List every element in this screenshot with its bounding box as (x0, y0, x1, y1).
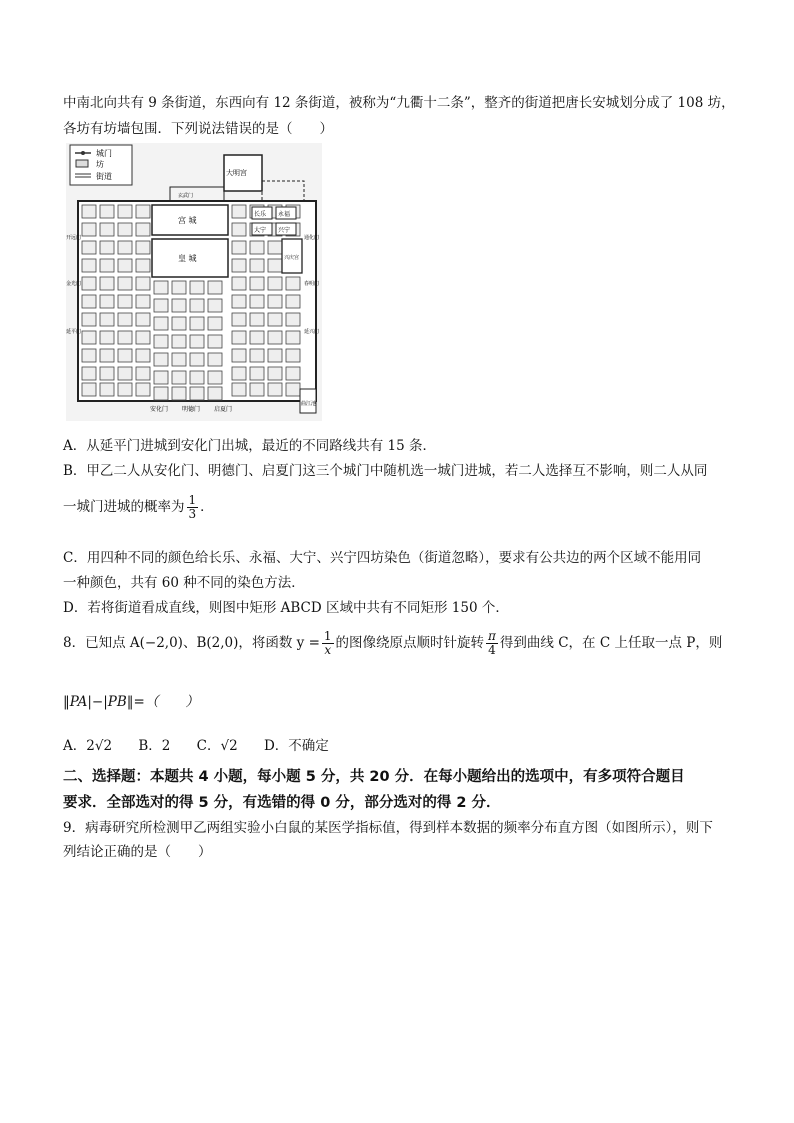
section-2-heading-line1: 二、选择题：本题共 4 小题，每小题 5 分，共 20 分．在每小题给出的选项中，有多项符合题目 (63, 769, 685, 785)
ward-block (100, 295, 114, 308)
gate-tonghua: 通化门 (304, 235, 320, 241)
ward-block (136, 313, 150, 326)
ward-block (232, 331, 246, 344)
ward-block (286, 277, 300, 290)
daming-palace-label: 大明宫 (226, 169, 247, 177)
ward-block (136, 331, 150, 344)
ward-block (268, 383, 282, 396)
ward-block (82, 277, 96, 290)
ward-block (154, 371, 168, 384)
ward-block (100, 383, 114, 396)
ward-block (154, 281, 168, 294)
ward-block (100, 367, 114, 380)
ward-block (268, 331, 282, 344)
ward-block (154, 387, 168, 400)
ward-block (250, 259, 264, 272)
ward-block (118, 259, 132, 272)
fraction-pi-over-4: $\frac{\pi}{4}$ (488, 629, 496, 657)
ward-block (250, 295, 264, 308)
ward-block (190, 335, 204, 348)
ward-block (172, 335, 186, 348)
q8-option-d: D．不确定 (263, 738, 329, 754)
q7-option-c-line1: C．用四种不同的颜色给长乐、永福、大宁、兴宁四坊染色（街道忽略），要求有公共边的两个区域不能用同 (63, 550, 702, 566)
ward-block (250, 367, 264, 380)
palace-city-label: 宫 城 (178, 216, 197, 225)
intro-line-2: 各坊有坊墙包围．下列说法错误的是（ ） (63, 121, 333, 137)
ward-block (208, 281, 222, 294)
ward-block (250, 313, 264, 326)
q7-option-a: A．从延平门进城到安化门出城，最近的不同路线共有 15 条． (63, 438, 437, 454)
ward-block (100, 259, 114, 272)
ward-block (136, 223, 150, 236)
ward-block (232, 367, 246, 380)
ward-block (268, 241, 282, 254)
ward-block (154, 353, 168, 366)
ward-block (268, 259, 282, 272)
ward-block (82, 241, 96, 254)
ward-block (190, 371, 204, 384)
map-legend (70, 145, 132, 185)
ward-block (190, 317, 204, 330)
ward-block (250, 241, 264, 254)
q9-line-2: 列结论正确的是（ ） (63, 844, 212, 860)
ward-block (154, 317, 168, 330)
ward-block (286, 295, 300, 308)
ward-block (100, 277, 114, 290)
changan-map-figure (66, 143, 322, 421)
ward-block (118, 331, 132, 344)
ward-block (232, 223, 246, 236)
legend-ward-label: 坊 (96, 160, 104, 169)
ward-block (232, 383, 246, 396)
ward-block (82, 313, 96, 326)
ward-block (118, 313, 132, 326)
imperial-city-label: 皇 城 (178, 254, 197, 263)
gate-qixia: 启夏门 (214, 406, 233, 413)
ward-daning-label: 大宁 (254, 227, 267, 234)
ward-block (172, 317, 186, 330)
ward-block (118, 295, 132, 308)
q8-option-b: B．2 (138, 738, 171, 754)
ward-block (100, 223, 114, 236)
ward-block (286, 367, 300, 380)
gate-anhua: 安化门 (150, 406, 169, 413)
ward-block (208, 371, 222, 384)
ward-block (154, 335, 168, 348)
ward-block (250, 331, 264, 344)
ward-block (100, 205, 114, 218)
ward-yongfu-label: 永福 (278, 211, 291, 218)
ward-block (268, 349, 282, 362)
ward-block (172, 371, 186, 384)
q9-line-1: 9．病毒研究所检测甲乙两组实验小白鼠的某医学指标值，得到样本数据的频率分布直方图（如图所示），则下 (63, 820, 713, 836)
ward-block (232, 313, 246, 326)
q8-option-c: C．√2 (196, 738, 238, 754)
ward-block (82, 223, 96, 236)
ward-block (208, 317, 222, 330)
ward-block (82, 205, 96, 218)
ward-block (190, 353, 204, 366)
ward-block (250, 277, 264, 290)
qujiang-label: 曲江池 (301, 401, 317, 407)
ward-block (232, 259, 246, 272)
ward-block (208, 335, 222, 348)
ward-block (82, 349, 96, 362)
q7-option-b-line2: 一城门进城的概率为 $\frac{1}{3}$ ． (63, 493, 214, 521)
ward-block (172, 387, 186, 400)
ward-block (286, 331, 300, 344)
q7-option-d: D．若将街道看成直线，则图中矩形 ABCD 区域中共有不同矩形 150 个． (63, 600, 509, 616)
ward-block (172, 353, 186, 366)
fraction-one-third: $\frac{1}{3}$ (188, 493, 197, 521)
ward-block (172, 299, 186, 312)
ward-block (118, 241, 132, 254)
q7-option-b-line1: B．甲乙二人从安化门、明德门、启夏门这三个城门中随机选一城门进城，若二人选择互不影响，则二人从同 (63, 463, 708, 479)
ward-block (268, 367, 282, 380)
ward-block (136, 349, 150, 362)
legend-gate-label: 城门 (96, 149, 112, 158)
ward-block (136, 295, 150, 308)
ward-block (190, 299, 204, 312)
xingqing-palace-label: 兴庆宫 (284, 255, 300, 261)
ward-block (232, 241, 246, 254)
ward-block (136, 277, 150, 290)
ward-block (190, 281, 204, 294)
q8-line-2: ‖PA|−|PB‖=（ ） (63, 694, 199, 710)
ward-block (118, 205, 132, 218)
ward-block (208, 353, 222, 366)
gate-yanxing: 延兴门 (304, 329, 320, 335)
ward-block (268, 295, 282, 308)
ward-block (136, 241, 150, 254)
ward-block (232, 349, 246, 362)
ward-block (136, 383, 150, 396)
ward-block (82, 367, 96, 380)
intro-line-1: 中南北向共有 9 条街道，东西向有 12 条街道，被称为“九衢十二条”，整齐的街道把唐长安城划分成了 108 坊， (63, 95, 735, 111)
gate-xuanwu: 玄武门 (178, 193, 194, 199)
ward-block (232, 295, 246, 308)
ward-block (118, 349, 132, 362)
ward-block (208, 387, 222, 400)
section-2-heading-line2: 要求．全部选对的得 5 分，有选错的得 0 分，部分选对的得 2 分． (63, 795, 501, 811)
q7-option-c-line2: 一种颜色，共有 60 种不同的染色方法． (63, 575, 305, 591)
ward-block (136, 259, 150, 272)
q8-line-1: 8．已知点 A(−2,0)、B(2,0)，将函数 y = $\frac{1}{x}$ 的图像绕原点顺时针旋转 $\frac{\pi}{4}$ 得到曲线 C，在 C 上任取一点 P，则 (63, 629, 723, 657)
ward-block (250, 349, 264, 362)
ward-block (82, 383, 96, 396)
gate-chunming: 春明门 (304, 281, 320, 287)
gate-kaiyuan: 开远门 (66, 235, 82, 241)
q8-options (63, 734, 351, 754)
ward-block (154, 299, 168, 312)
ward-block (100, 331, 114, 344)
ward-block (286, 349, 300, 362)
gate-yanping: 延平门 (66, 329, 82, 335)
ward-block (286, 383, 300, 396)
ward-block (118, 277, 132, 290)
ward-block (208, 299, 222, 312)
ward-xingning-label: 兴宁 (278, 227, 291, 234)
gate-mingde: 明德门 (182, 406, 201, 413)
ward-block (118, 367, 132, 380)
ward-block (100, 313, 114, 326)
ward-block (100, 349, 114, 362)
ward-block (286, 313, 300, 326)
ward-block (118, 223, 132, 236)
ward-block (232, 277, 246, 290)
ward-block (82, 259, 96, 272)
ward-changle-label: 长乐 (254, 211, 267, 218)
legend-street-label: 街道 (96, 172, 112, 181)
fraction-one-over-x: $\frac{1}{x}$ (323, 629, 332, 657)
ward-block (118, 383, 132, 396)
q8-option-a: A．2√2 (63, 738, 113, 754)
ward-block (250, 383, 264, 396)
ward-block (82, 331, 96, 344)
ward-block (136, 367, 150, 380)
ward-block (190, 387, 204, 400)
ward-block (232, 205, 246, 218)
ward-block (268, 313, 282, 326)
ward-block (172, 281, 186, 294)
ward-block (82, 295, 96, 308)
ward-block (268, 277, 282, 290)
ward-block (136, 205, 150, 218)
changan-map-svg (66, 143, 322, 421)
gate-jinguang: 金光门 (66, 281, 82, 287)
ward-block (100, 241, 114, 254)
